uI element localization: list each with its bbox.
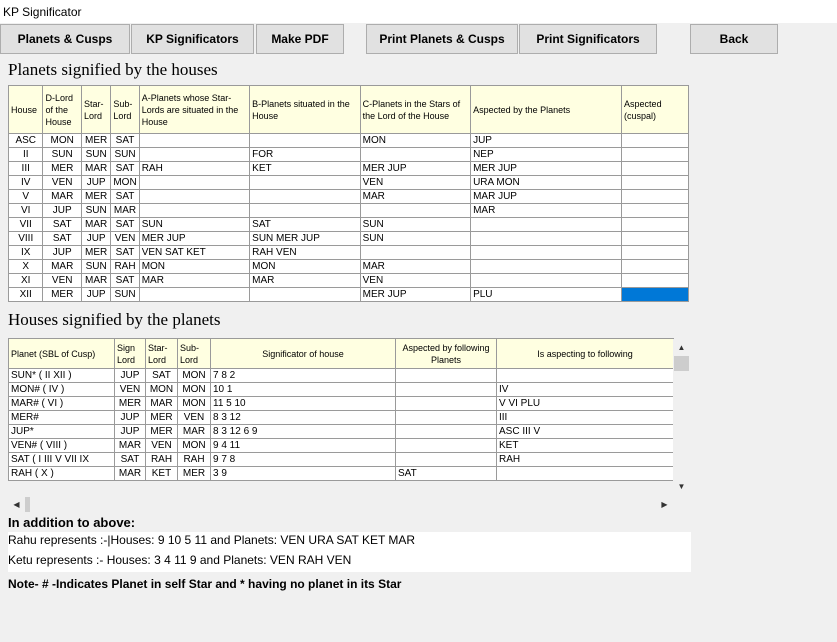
houses-cell[interactable] xyxy=(250,134,360,148)
houses-section-title: Planets signified by the houses xyxy=(8,60,218,79)
table-row xyxy=(9,453,674,467)
legend-note: Note- # -Indicates Planet in self Star and * having no planet in its Star xyxy=(8,577,402,591)
houses-cell[interactable]: SUN xyxy=(111,288,139,302)
houses-cell[interactable]: JUP xyxy=(81,232,110,246)
planets-cell[interactable]: JUP xyxy=(115,425,146,439)
planets-cell[interactable]: MER xyxy=(178,467,211,481)
houses-table xyxy=(8,85,689,302)
houses-cell[interactable] xyxy=(622,218,689,232)
planets-cell[interactable]: VEN xyxy=(178,411,211,425)
planets-cell[interactable]: 9 4 11 xyxy=(211,439,396,453)
houses-cell[interactable] xyxy=(360,204,470,218)
houses-cell[interactable]: MER JUP xyxy=(360,288,470,302)
planets-cell[interactable]: SAT xyxy=(115,453,146,467)
vertical-scroll-thumb[interactable] xyxy=(674,356,689,371)
houses-cell[interactable] xyxy=(622,260,689,274)
houses-cell[interactable]: SAT xyxy=(111,162,139,176)
planets-cusps-button[interactable]: Planets & Cusps xyxy=(0,24,130,54)
table-row xyxy=(9,204,689,218)
houses-cell[interactable]: SUN xyxy=(360,232,470,246)
houses-cell[interactable]: JUP xyxy=(43,246,82,260)
houses-cell[interactable] xyxy=(471,274,622,288)
title-bar xyxy=(0,0,837,23)
houses-cell[interactable]: MAR xyxy=(43,260,82,274)
houses-cell[interactable]: MON xyxy=(360,134,470,148)
houses-header-aspected: Aspected by the Planets xyxy=(471,86,622,134)
planets-table xyxy=(8,338,674,481)
houses-cell[interactable]: JUP xyxy=(81,176,110,190)
planets-cell[interactable]: JUP* xyxy=(9,425,115,439)
table-row xyxy=(9,397,674,411)
planets-cell[interactable]: MAR xyxy=(146,397,178,411)
table-row xyxy=(9,467,674,481)
houses-header-sublord: Sub-Lord xyxy=(111,86,139,134)
houses-cell[interactable]: JUP xyxy=(81,288,110,302)
planets-vertical-scrollbar[interactable] xyxy=(673,339,690,495)
houses-cell[interactable]: SUN xyxy=(43,148,82,162)
houses-cell[interactable]: IV xyxy=(9,176,43,190)
planets-cell[interactable] xyxy=(497,467,674,481)
kp-significators-button[interactable]: KP Significators xyxy=(131,24,254,54)
addition-title: In addition to above: xyxy=(8,515,136,530)
houses-cell[interactable]: SUN xyxy=(111,148,139,162)
houses-cell[interactable]: MAR xyxy=(111,204,139,218)
houses-cell[interactable] xyxy=(471,246,622,260)
houses-cell[interactable] xyxy=(360,246,470,260)
houses-cell[interactable] xyxy=(139,134,249,148)
back-button[interactable]: Back xyxy=(690,24,778,54)
houses-cell[interactable] xyxy=(471,218,622,232)
houses-cell[interactable] xyxy=(471,232,622,246)
print-planets-cusps-button[interactable]: Print Planets & Cusps xyxy=(366,24,518,54)
houses-cell[interactable] xyxy=(139,190,249,204)
planets-cell[interactable]: SAT xyxy=(396,467,497,481)
planets-cell[interactable] xyxy=(497,369,674,383)
planets-cell[interactable]: 7 8 2 xyxy=(211,369,396,383)
houses-header-a-planets: A-Planets whose Star-Lords are situated in the House xyxy=(139,86,249,134)
houses-cell[interactable] xyxy=(250,176,360,190)
houses-cell[interactable]: SUN xyxy=(81,148,110,162)
print-significators-button[interactable]: Print Significators xyxy=(519,24,657,54)
houses-cell[interactable]: VEN xyxy=(360,274,470,288)
planets-cell[interactable]: MER xyxy=(146,425,178,439)
houses-cell[interactable]: II xyxy=(9,148,43,162)
houses-cell[interactable]: VI xyxy=(9,204,43,218)
planets-cell[interactable] xyxy=(396,411,497,425)
houses-cell[interactable]: MER JUP xyxy=(139,232,249,246)
planets-cell[interactable]: RAH xyxy=(146,453,178,467)
houses-cell[interactable]: MAR JUP xyxy=(471,190,622,204)
houses-cell[interactable] xyxy=(360,148,470,162)
ketu-represents-text: Ketu represents :- Houses: 3 4 11 9 and Planets: VEN RAH VEN xyxy=(8,553,352,567)
houses-cell[interactable] xyxy=(622,148,689,162)
table-row xyxy=(9,369,674,383)
planets-cell[interactable]: V VI PLU xyxy=(497,397,674,411)
houses-cell[interactable]: PLU xyxy=(471,288,622,302)
planets-cell[interactable]: 10 1 xyxy=(211,383,396,397)
houses-cell[interactable]: SAT xyxy=(43,232,82,246)
planets-cell[interactable]: RAH xyxy=(497,453,674,467)
planets-header-aspecting-to: Is aspecting to following xyxy=(497,339,674,369)
houses-cell[interactable]: MER xyxy=(43,162,82,176)
planets-cell[interactable]: III xyxy=(497,411,674,425)
planets-cell[interactable]: JUP xyxy=(115,411,146,425)
planets-header-planet: Planet (SBL of Cusp) xyxy=(9,339,115,369)
planets-cell[interactable]: RAH xyxy=(178,453,211,467)
planets-cell[interactable] xyxy=(396,439,497,453)
houses-cell[interactable] xyxy=(139,148,249,162)
houses-cell[interactable] xyxy=(139,176,249,190)
table-row xyxy=(9,288,689,302)
houses-cell[interactable]: SUN MER JUP xyxy=(250,232,360,246)
houses-cell[interactable]: KET xyxy=(250,162,360,176)
planets-cell[interactable]: SAT xyxy=(146,369,178,383)
planets-cell[interactable]: MER xyxy=(115,397,146,411)
table-row xyxy=(9,439,674,453)
planets-cell[interactable]: MAR xyxy=(115,439,146,453)
houses-cell[interactable]: SUN xyxy=(81,260,110,274)
houses-cell[interactable] xyxy=(622,176,689,190)
planets-cell[interactable]: KET xyxy=(497,439,674,453)
houses-cell[interactable]: MAR xyxy=(360,260,470,274)
houses-cell[interactable]: MAR xyxy=(471,204,622,218)
planets-cell[interactable]: SUN* ( II XII ) xyxy=(9,369,115,383)
houses-cell[interactable]: SAT xyxy=(111,274,139,288)
planets-cell[interactable]: VEN# ( VIII ) xyxy=(9,439,115,453)
houses-cell[interactable]: MAR xyxy=(139,274,249,288)
houses-header-house: House xyxy=(9,86,43,134)
houses-cell[interactable]: MER JUP xyxy=(360,162,470,176)
planets-cell[interactable] xyxy=(396,383,497,397)
houses-cell[interactable]: VIII xyxy=(9,232,43,246)
houses-cell[interactable]: MAR xyxy=(250,274,360,288)
planets-header-significator: Significator of house xyxy=(211,339,396,369)
table-row xyxy=(9,274,689,288)
houses-cell[interactable]: SAT xyxy=(111,246,139,260)
houses-cell[interactable]: ASC xyxy=(9,134,43,148)
planets-cell[interactable]: MAR# ( VI ) xyxy=(9,397,115,411)
houses-cell[interactable]: RAH xyxy=(111,260,139,274)
table-row xyxy=(9,176,689,190)
houses-header-c-planets: C-Planets in the Stars of the Lord of the House xyxy=(360,86,470,134)
houses-cell[interactable]: XII xyxy=(9,288,43,302)
planets-header-signlord: Sign Lord xyxy=(115,339,146,369)
planets-cell[interactable]: ASC III V xyxy=(497,425,674,439)
houses-header-dlord: D-Lord of the House xyxy=(43,86,82,134)
houses-cell[interactable] xyxy=(250,190,360,204)
houses-cell[interactable]: MER JUP xyxy=(471,162,622,176)
houses-cell[interactable]: MER xyxy=(43,288,82,302)
rahu-ketu-info-box xyxy=(8,532,691,572)
table-row xyxy=(9,148,689,162)
houses-cell[interactable]: III xyxy=(9,162,43,176)
houses-cell[interactable]: MON xyxy=(250,260,360,274)
planets-cell[interactable]: MAR xyxy=(178,425,211,439)
planets-cell[interactable]: MON xyxy=(178,383,211,397)
houses-cell[interactable]: SAT xyxy=(43,218,82,232)
planets-cell[interactable]: MON xyxy=(178,369,211,383)
planets-cell[interactable]: IV xyxy=(497,383,674,397)
planets-cell[interactable] xyxy=(396,425,497,439)
houses-cell[interactable]: VEN xyxy=(360,176,470,190)
houses-cell[interactable]: RAH VEN xyxy=(250,246,360,260)
planets-cell[interactable]: MON xyxy=(178,439,211,453)
planets-cell[interactable]: SAT ( I III V VII IX xyxy=(9,453,115,467)
houses-cell[interactable] xyxy=(139,204,249,218)
table-row xyxy=(9,218,689,232)
toolbar xyxy=(0,23,837,54)
planets-cell[interactable]: MER# xyxy=(9,411,115,425)
houses-cell[interactable]: MON xyxy=(111,176,139,190)
houses-cell[interactable]: MAR xyxy=(360,190,470,204)
houses-cell[interactable] xyxy=(622,288,689,302)
planets-horizontal-scrollbar[interactable] xyxy=(8,496,673,513)
horizontal-scroll-thumb[interactable] xyxy=(25,497,30,512)
houses-cell[interactable]: VEN xyxy=(43,176,82,190)
houses-cell[interactable]: XI xyxy=(9,274,43,288)
houses-cell[interactable] xyxy=(622,246,689,260)
houses-cell[interactable]: FOR xyxy=(250,148,360,162)
houses-cell[interactable]: SAT xyxy=(111,190,139,204)
planets-cell[interactable]: 8 3 12 6 9 xyxy=(211,425,396,439)
houses-cell[interactable]: MAR xyxy=(81,274,110,288)
houses-cell[interactable]: SUN xyxy=(139,218,249,232)
houses-cell[interactable]: MAR xyxy=(43,190,82,204)
table-row xyxy=(9,246,689,260)
houses-cell[interactable]: MAR xyxy=(81,218,110,232)
table-row xyxy=(9,260,689,274)
houses-header-b-planets: B-Planets situated in the House xyxy=(250,86,360,134)
planets-cell[interactable]: MER xyxy=(146,411,178,425)
planets-header-sublord: Sub-Lord xyxy=(178,339,211,369)
houses-cell[interactable]: JUP xyxy=(43,204,82,218)
houses-cell[interactable] xyxy=(622,204,689,218)
planets-cell[interactable]: RAH ( X ) xyxy=(9,467,115,481)
houses-cell[interactable]: VEN SAT KET xyxy=(139,246,249,260)
houses-cell[interactable]: NEP xyxy=(471,148,622,162)
houses-cell[interactable] xyxy=(622,190,689,204)
planets-cell[interactable]: JUP xyxy=(115,369,146,383)
houses-cell[interactable]: MER xyxy=(81,190,110,204)
scroll-left-icon[interactable]: ◀ xyxy=(8,496,25,513)
houses-cell[interactable]: URA MON xyxy=(471,176,622,190)
houses-cell[interactable] xyxy=(622,232,689,246)
houses-cell[interactable]: SAT xyxy=(111,218,139,232)
planets-cell[interactable] xyxy=(396,453,497,467)
window-title: KP Significator xyxy=(3,5,82,19)
table-row xyxy=(9,425,674,439)
planets-cell[interactable]: 11 5 10 xyxy=(211,397,396,411)
table-row xyxy=(9,134,689,148)
scroll-down-icon[interactable]: ▼ xyxy=(673,478,690,495)
planets-cell[interactable] xyxy=(396,369,497,383)
table-row xyxy=(9,162,689,176)
houses-cell[interactable]: VEN xyxy=(43,274,82,288)
houses-cell[interactable]: X xyxy=(9,260,43,274)
houses-cell[interactable]: VEN xyxy=(111,232,139,246)
planets-cell[interactable]: VEN xyxy=(146,439,178,453)
houses-cell[interactable]: SUN xyxy=(81,204,110,218)
make-pdf-button[interactable]: Make PDF xyxy=(256,24,344,54)
houses-cell[interactable] xyxy=(622,274,689,288)
houses-cell[interactable]: MAR xyxy=(81,162,110,176)
rahu-represents-text: Rahu represents :-|Houses: 9 10 5 11 and Planets: VEN URA SAT KET MAR xyxy=(8,533,416,547)
table-row xyxy=(9,411,674,425)
houses-cell[interactable] xyxy=(622,162,689,176)
scroll-up-icon[interactable]: ▲ xyxy=(673,339,690,356)
planets-cell[interactable]: MON xyxy=(146,383,178,397)
houses-cell[interactable]: SAT xyxy=(111,134,139,148)
houses-header-starlord: Star-Lord xyxy=(81,86,110,134)
planets-cell[interactable]: MON# ( IV ) xyxy=(9,383,115,397)
table-row xyxy=(9,383,674,397)
houses-cell[interactable]: SUN xyxy=(360,218,470,232)
houses-cell[interactable]: MON xyxy=(43,134,82,148)
planets-header-aspected-by: Aspected by following Planets xyxy=(396,339,497,369)
houses-cell[interactable]: IX xyxy=(9,246,43,260)
houses-cell[interactable] xyxy=(139,288,249,302)
houses-cell[interactable] xyxy=(471,260,622,274)
houses-cell[interactable]: MER xyxy=(81,134,110,148)
planets-cell[interactable]: 8 3 12 xyxy=(211,411,396,425)
planets-cell[interactable]: KET xyxy=(146,467,178,481)
houses-cell[interactable]: RAH xyxy=(139,162,249,176)
planets-header-starlord: Star-Lord xyxy=(146,339,178,369)
planets-cell[interactable] xyxy=(396,397,497,411)
planets-cell[interactable]: 3 9 xyxy=(211,467,396,481)
houses-cell[interactable] xyxy=(250,288,360,302)
planets-cell[interactable]: MON xyxy=(178,397,211,411)
planets-section-title: Houses signified by the planets xyxy=(8,310,221,329)
planets-cell[interactable]: 9 7 8 xyxy=(211,453,396,467)
houses-cell[interactable]: JUP xyxy=(471,134,622,148)
houses-header-aspected-cuspal: Aspected (cuspal) xyxy=(622,86,689,134)
table-row xyxy=(9,190,689,204)
houses-cell[interactable] xyxy=(622,134,689,148)
planets-cell[interactable]: MAR xyxy=(115,467,146,481)
houses-cell[interactable]: VII xyxy=(9,218,43,232)
houses-cell[interactable]: MON xyxy=(139,260,249,274)
houses-cell[interactable]: MER xyxy=(81,246,110,260)
houses-cell[interactable] xyxy=(250,204,360,218)
houses-cell[interactable]: SAT xyxy=(250,218,360,232)
houses-cell[interactable]: V xyxy=(9,190,43,204)
table-row xyxy=(9,232,689,246)
scroll-right-icon[interactable]: ▶ xyxy=(656,496,673,513)
planets-cell[interactable]: VEN xyxy=(115,383,146,397)
